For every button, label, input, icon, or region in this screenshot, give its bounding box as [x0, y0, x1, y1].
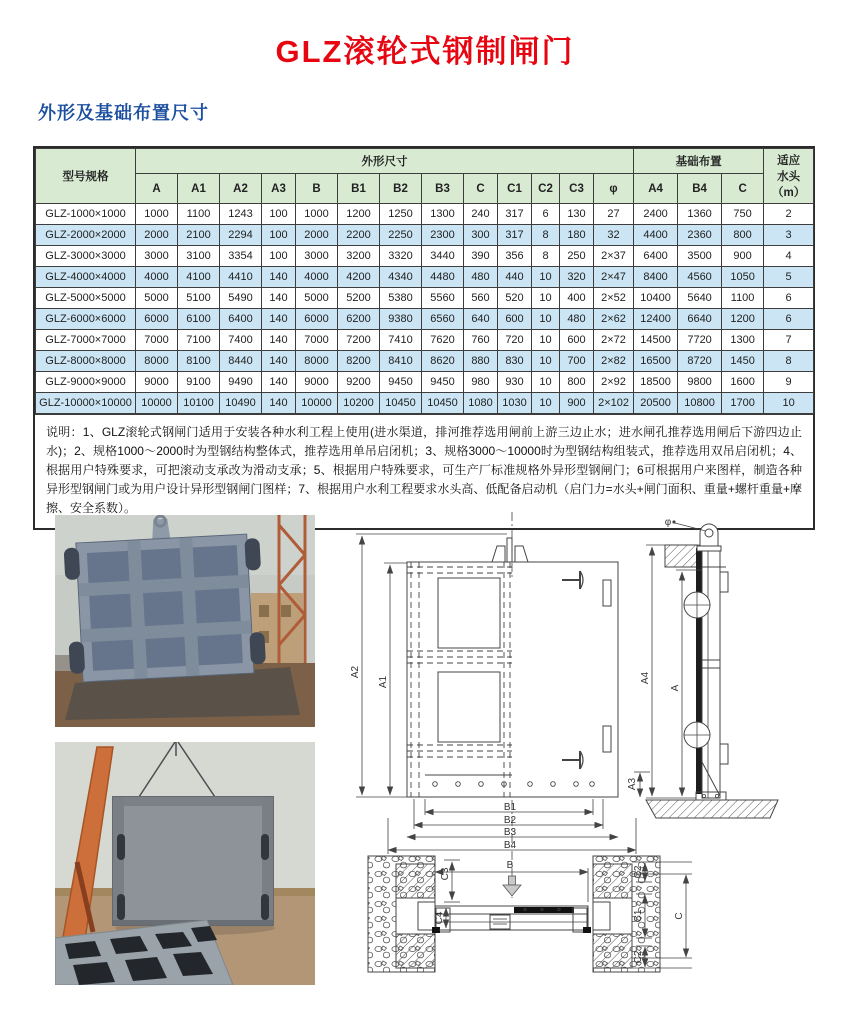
col-foundation-C: C [722, 174, 764, 204]
cell-value: 9380 [380, 309, 422, 330]
cell-value: 1080 [464, 393, 498, 414]
cell-model: GLZ-3000×3000 [36, 246, 136, 267]
col-foundation-B4: B4 [678, 174, 722, 204]
cell-value: 760 [464, 330, 498, 351]
cell-value: 3100 [178, 246, 220, 267]
cell-value: 4480 [422, 267, 464, 288]
table-row [36, 225, 814, 246]
cell-value: 2300 [422, 225, 464, 246]
cell-value: 317 [498, 225, 532, 246]
col-dim-φ: φ [594, 174, 634, 204]
dim-label-b3: B3 [503, 827, 517, 838]
cell-value: 7000 [136, 330, 178, 351]
cell-value: 390 [464, 246, 498, 267]
cell-value: 4200 [338, 267, 380, 288]
cell-value: 3000 [136, 246, 178, 267]
cell-value: 6 [764, 309, 814, 330]
cell-value: 140 [262, 330, 296, 351]
cell-value: 14500 [634, 330, 678, 351]
cell-value: 2 [764, 204, 814, 225]
cell-value: 7400 [220, 330, 262, 351]
cell-value: 5000 [296, 288, 338, 309]
col-group-model: 型号规格 [36, 149, 136, 204]
cell-value: 10000 [296, 393, 338, 414]
cell-value: 400 [560, 288, 594, 309]
cell-value: 9450 [422, 372, 464, 393]
cell-value: 140 [262, 393, 296, 414]
cell-value: 6400 [220, 309, 262, 330]
cell-value: 4000 [296, 267, 338, 288]
cell-value: 6000 [296, 309, 338, 330]
photo-gate-rear-lifting [55, 515, 315, 727]
cell-value: 4560 [678, 267, 722, 288]
cell-value: 4340 [380, 267, 422, 288]
cell-value: 10 [532, 372, 560, 393]
cell-value: 8 [764, 351, 814, 372]
cell-value: 830 [498, 351, 532, 372]
cell-value: 130 [560, 204, 594, 225]
cell-value: 5100 [178, 288, 220, 309]
cell-value: 750 [722, 204, 764, 225]
cell-value: 3 [764, 225, 814, 246]
cell-value: 10000 [136, 393, 178, 414]
cell-value: 10 [532, 267, 560, 288]
cell-value: 560 [464, 288, 498, 309]
cell-value: 140 [262, 267, 296, 288]
cell-value: 6000 [136, 309, 178, 330]
cell-value: 2200 [338, 225, 380, 246]
cell-value: 140 [262, 309, 296, 330]
cell-value: 10490 [220, 393, 262, 414]
cell-value: 4410 [220, 267, 262, 288]
drawing-front-view [350, 512, 636, 898]
dim-label-a1: A1 [378, 675, 389, 689]
spec-table-body [36, 204, 814, 414]
cell-value: 3500 [678, 246, 722, 267]
cell-value: 9450 [380, 372, 422, 393]
cell-value: 8620 [422, 351, 464, 372]
cell-value: 880 [464, 351, 498, 372]
cell-value: 10 [532, 288, 560, 309]
col-head-water: 适应 水头 （m） [764, 149, 814, 204]
cell-value: 700 [560, 351, 594, 372]
cell-value: 3320 [380, 246, 422, 267]
cell-value: 930 [498, 372, 532, 393]
cell-value: 18500 [634, 372, 678, 393]
spec-table-head [36, 149, 814, 204]
cell-value: 1100 [722, 288, 764, 309]
cell-value: 1243 [220, 204, 262, 225]
col-dim-C: C [464, 174, 498, 204]
dim-label-b2: B2 [503, 815, 517, 826]
cell-value: 10 [532, 330, 560, 351]
cell-value: 5640 [678, 288, 722, 309]
dim-label-a: A [670, 684, 681, 692]
dim-label-c4: C4 [434, 911, 445, 925]
cell-value: 720 [498, 330, 532, 351]
cell-value: 8440 [220, 351, 262, 372]
dim-label-a4: A4 [640, 671, 651, 685]
cell-value: 1600 [722, 372, 764, 393]
cell-value: 600 [560, 330, 594, 351]
cell-value: 10450 [422, 393, 464, 414]
cell-value: 6 [764, 288, 814, 309]
dim-label-phi: φ [664, 517, 672, 528]
spec-table [35, 148, 814, 414]
notes-text: 说明：1、GLZ滚轮式钢闸门适用于安装各种水利工程上使用(进水渠道，排河推荐选用闸前上游三边止水；进水闸孔推荐选用闸后下游四边止水)；2、规格1000～2000时为型钢结构整体式，推荐选用单吊启闭机；3、规格3000～10000时为型钢结构组装式，推荐选用双吊启闭机；4、根据用户特殊要求，可把滚动支承改为滑动支承；5、根据用户特殊要求，可生产厂标准规格外异形型钢闸门；6可根据用户来图样，制造各种异形型钢闸门或为用户设计异形型钢闸门图样；7、根据用户水利工程要求水头高、低配备启动机（启门力=水头+闸门面积、重量+螺杆重量+摩擦、安全系数）。 [35, 414, 813, 528]
cell-value: 1700 [722, 393, 764, 414]
cell-value: 2000 [136, 225, 178, 246]
drawing-plan-view [368, 856, 692, 972]
cell-value: 100 [262, 204, 296, 225]
cell-value: 1100 [178, 204, 220, 225]
cell-value: 10 [764, 393, 814, 414]
cell-model: GLZ-7000×7000 [36, 330, 136, 351]
cell-value: 7620 [422, 330, 464, 351]
cell-value: 10450 [380, 393, 422, 414]
col-dim-B2: B2 [380, 174, 422, 204]
cell-value: 9200 [338, 372, 380, 393]
dim-label-b4: B4 [503, 840, 517, 851]
cell-value: 8400 [634, 267, 678, 288]
cell-value: 5380 [380, 288, 422, 309]
cell-value: 6400 [634, 246, 678, 267]
col-dim-A3: A3 [262, 174, 296, 204]
cell-model: GLZ-1000×1000 [36, 204, 136, 225]
cell-value: 2×37 [594, 246, 634, 267]
cell-value: 2×72 [594, 330, 634, 351]
cell-value: 2360 [678, 225, 722, 246]
cell-value: 1300 [422, 204, 464, 225]
section-title: 外形及基础布置尺寸 [38, 103, 209, 123]
cell-value: 10 [532, 309, 560, 330]
cell-value: 3000 [296, 246, 338, 267]
cell-value: 5200 [338, 288, 380, 309]
flow-arrow-icon [503, 876, 521, 896]
cell-value: 7100 [178, 330, 220, 351]
col-dim-C3: C3 [560, 174, 594, 204]
cell-value: 4000 [136, 267, 178, 288]
cell-value: 2×52 [594, 288, 634, 309]
cell-value: 2×62 [594, 309, 634, 330]
dim-label-c: C [674, 912, 685, 920]
dim-label-a2: A2 [350, 665, 361, 679]
cell-value: 2×102 [594, 393, 634, 414]
cell-value: 2×92 [594, 372, 634, 393]
table-row [36, 393, 814, 414]
cell-value: 2000 [296, 225, 338, 246]
cell-value: 2100 [178, 225, 220, 246]
cell-value: 356 [498, 246, 532, 267]
cell-value: 8000 [296, 351, 338, 372]
cell-value: 640 [464, 309, 498, 330]
cell-value: 4100 [178, 267, 220, 288]
cell-value: 1300 [722, 330, 764, 351]
table-row [36, 351, 814, 372]
cell-value: 10 [532, 351, 560, 372]
cell-value: 3200 [338, 246, 380, 267]
cell-value: 240 [464, 204, 498, 225]
cell-value: 140 [262, 288, 296, 309]
cell-value: 480 [464, 267, 498, 288]
col-dim-B3: B3 [422, 174, 464, 204]
photo-gate-front-lifting [55, 742, 315, 985]
cell-value: 5000 [136, 288, 178, 309]
cell-value: 9800 [678, 372, 722, 393]
cell-value: 9000 [296, 372, 338, 393]
cell-value: 1050 [722, 267, 764, 288]
col-dim-A2: A2 [220, 174, 262, 204]
cell-value: 10 [532, 393, 560, 414]
cell-value: 20500 [634, 393, 678, 414]
cell-value: 900 [722, 246, 764, 267]
cell-model: GLZ-9000×9000 [36, 372, 136, 393]
cell-value: 8000 [136, 351, 178, 372]
dim-label-c2-bottom: C2 [633, 950, 644, 964]
cell-value: 140 [262, 372, 296, 393]
cell-value: 2×47 [594, 267, 634, 288]
cell-value: 1030 [498, 393, 532, 414]
cell-value: 1000 [296, 204, 338, 225]
col-dim-A1: A1 [178, 174, 220, 204]
cell-value: 180 [560, 225, 594, 246]
cell-model: GLZ-2000×2000 [36, 225, 136, 246]
cell-value: 7410 [380, 330, 422, 351]
cell-value: 10200 [338, 393, 380, 414]
cell-model: GLZ-8000×8000 [36, 351, 136, 372]
cell-value: 9000 [136, 372, 178, 393]
cell-value: 10400 [634, 288, 678, 309]
col-dim-C2: C2 [532, 174, 560, 204]
cell-value: 250 [560, 246, 594, 267]
cell-value: 8200 [338, 351, 380, 372]
cell-value: 4 [764, 246, 814, 267]
col-foundation-A4: A4 [634, 174, 678, 204]
dim-label-c3: C3 [440, 867, 451, 881]
cell-value: 300 [464, 225, 498, 246]
cell-value: 600 [498, 309, 532, 330]
cell-value: 480 [560, 309, 594, 330]
technical-drawings [340, 510, 850, 1010]
cell-value: 2×82 [594, 351, 634, 372]
page-title: GLZ滚轮式钢制闸门 [275, 34, 575, 69]
dim-label-a3: A3 [627, 777, 638, 791]
cell-value: 3440 [422, 246, 464, 267]
photo2-gate [113, 797, 273, 925]
cell-value: 4400 [634, 225, 678, 246]
cell-value: 16500 [634, 351, 678, 372]
cell-value: 2250 [380, 225, 422, 246]
table-row [36, 267, 814, 288]
cell-value: 6560 [422, 309, 464, 330]
table-row [36, 330, 814, 351]
cell-value: 520 [498, 288, 532, 309]
cell-value: 7 [764, 330, 814, 351]
cell-value: 100 [262, 225, 296, 246]
col-dim-C1: C1 [498, 174, 532, 204]
cell-model: GLZ-6000×6000 [36, 309, 136, 330]
cell-value: 317 [498, 204, 532, 225]
cell-value: 800 [560, 372, 594, 393]
cell-value: 12400 [634, 309, 678, 330]
cell-value: 9100 [178, 372, 220, 393]
cell-value: 6 [532, 204, 560, 225]
cell-value: 3354 [220, 246, 262, 267]
cell-value: 9490 [220, 372, 262, 393]
table-row [36, 246, 814, 267]
dim-label-b: B [506, 860, 514, 871]
cell-value: 1000 [136, 204, 178, 225]
cell-value: 8 [532, 246, 560, 267]
drawing-side-view [627, 517, 778, 818]
col-dim-B1: B1 [338, 174, 380, 204]
col-dim-B: B [296, 174, 338, 204]
cell-value: 27 [594, 204, 634, 225]
cell-value: 1360 [678, 204, 722, 225]
cell-model: GLZ-4000×4000 [36, 267, 136, 288]
cell-value: 1200 [722, 309, 764, 330]
cell-value: 6640 [678, 309, 722, 330]
col-group-dimensions: 外形尺寸 [136, 149, 634, 174]
cell-value: 10800 [678, 393, 722, 414]
cell-value: 7200 [338, 330, 380, 351]
cell-value: 140 [262, 351, 296, 372]
cell-value: 10100 [178, 393, 220, 414]
cell-value: 1200 [338, 204, 380, 225]
cell-value: 32 [594, 225, 634, 246]
cell-value: 440 [498, 267, 532, 288]
cell-value: 2400 [634, 204, 678, 225]
cell-model: GLZ-10000×10000 [36, 393, 136, 414]
cell-value: 1450 [722, 351, 764, 372]
cell-value: 7000 [296, 330, 338, 351]
cell-value: 5560 [422, 288, 464, 309]
table-row [36, 288, 814, 309]
dim-label-b1: B1 [503, 802, 517, 813]
cell-value: 6100 [178, 309, 220, 330]
cell-value: 800 [722, 225, 764, 246]
col-group-foundation: 基础布置 [634, 149, 764, 174]
cell-value: 5490 [220, 288, 262, 309]
cell-value: 100 [262, 246, 296, 267]
table-row [36, 309, 814, 330]
col-dim-A: A [136, 174, 178, 204]
cell-value: 980 [464, 372, 498, 393]
cell-value: 320 [560, 267, 594, 288]
cell-value: 7720 [678, 330, 722, 351]
cell-value: 8 [532, 225, 560, 246]
cell-model: GLZ-5000×5000 [36, 288, 136, 309]
dim-label-c2-top: C2 [633, 865, 644, 879]
cell-value: 900 [560, 393, 594, 414]
spec-table-container [33, 146, 815, 530]
cell-value: 8410 [380, 351, 422, 372]
dim-label-c1: C1 [633, 909, 644, 923]
cell-value: 8720 [678, 351, 722, 372]
table-row [36, 372, 814, 393]
cell-value: 6200 [338, 309, 380, 330]
cell-value: 1250 [380, 204, 422, 225]
table-row [36, 204, 814, 225]
cell-value: 5 [764, 267, 814, 288]
cell-value: 8100 [178, 351, 220, 372]
cell-value: 2294 [220, 225, 262, 246]
cell-value: 9 [764, 372, 814, 393]
